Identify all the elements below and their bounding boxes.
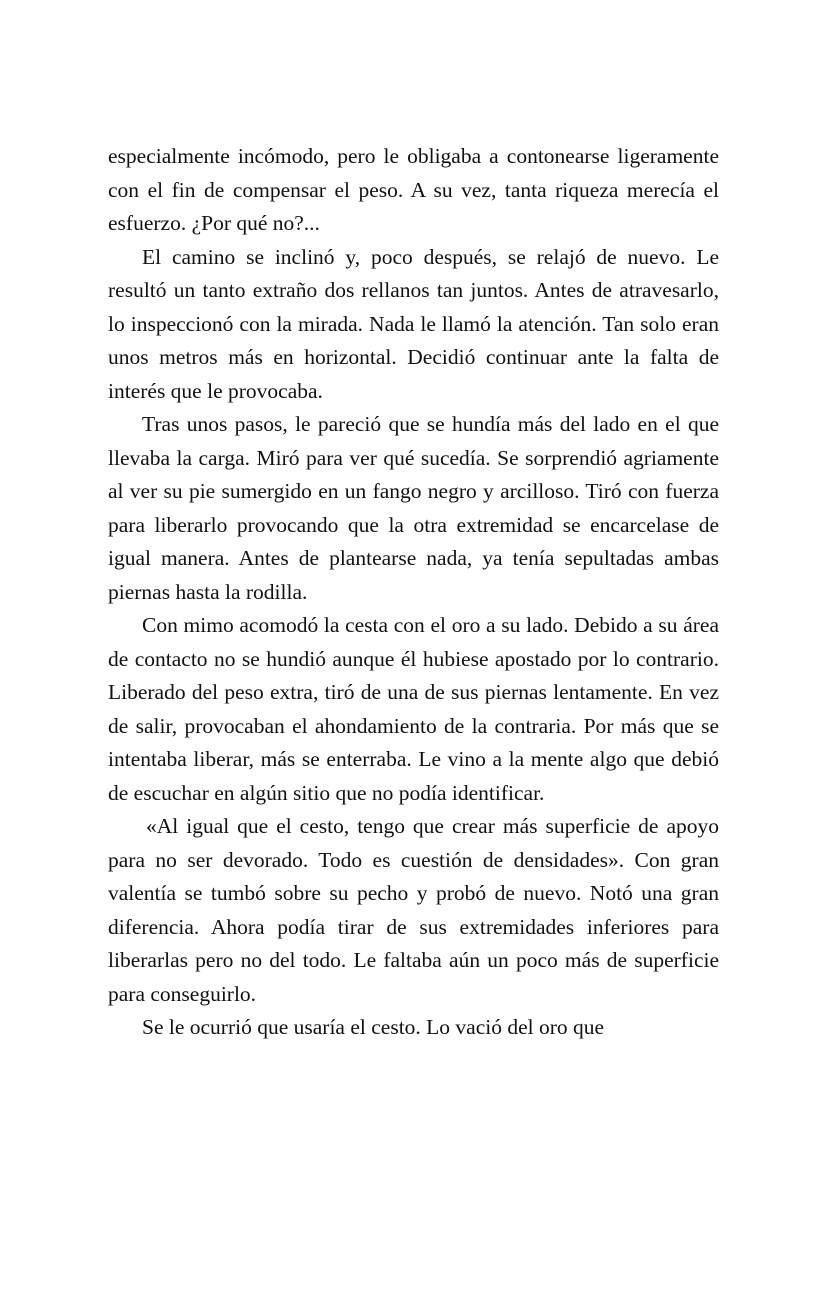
paragraph: El camino se inclinó y, poco después, se relajó de nuevo. Le resultó un tanto extraño dos rellanos tan juntos. Antes de atravesarlo, lo inspeccionó con la mirada. Nada le llamó la atención. Tan solo eran unos metros más en horizontal. Decidió continuar ante la falta de interés que le provocaba. — [108, 244, 719, 403]
page-body-text — [108, 140, 719, 1045]
paragraph: Tras unos pasos, le pareció que se hundía más del lado en el que llevaba la carga. Miró para ver qué sucedía. Se sorprendió agriamente al ver su pie sumergido en un fango negro y arcilloso. Tiró con fuerza para liberarlo provocando que la otra extremidad se encarcelase de igual manera. Antes de plantearse nada, ya tenía sepultadas ambas piernas hasta la rodilla. — [108, 412, 719, 604]
paragraph: Se le ocurrió que usaría el cesto. Lo vació del oro que — [142, 1015, 605, 1039]
paragraph: Con mimo acomodó la cesta con el oro a su lado. Debido a su área de contacto no se hundió aunque él hubiese apostado por lo contrario. Liberado del peso extra, tiró de una de sus piernas lentamente. En vez de salir, provocaban el ahondamiento de la contraria. Por más que se intentaba liberar, más se enterraba. Le vino a la mente algo que debió de escuchar en algún sitio que no podía identificar. — [108, 613, 719, 805]
paragraph: «Al igual que el cesto, tengo que crear más superficie de apoyo para no ser devorado. Todo es cuestión de densidades». Con gran valentía se tumbó sobre su pecho y probó de nuevo. Notó una gran diferencia. Ahora podía tirar de sus extremidades inferiores para liberarlas pero no del todo. Le faltaba aún un poco más de superficie para conseguirlo. — [108, 814, 719, 1006]
paragraph: especialmente incómodo, pero le obligaba a contonearse ligeramente con el fin de compensar el peso. A su vez, tanta riqueza merecía el esfuerzo. ¿Por qué no?... — [108, 144, 719, 235]
